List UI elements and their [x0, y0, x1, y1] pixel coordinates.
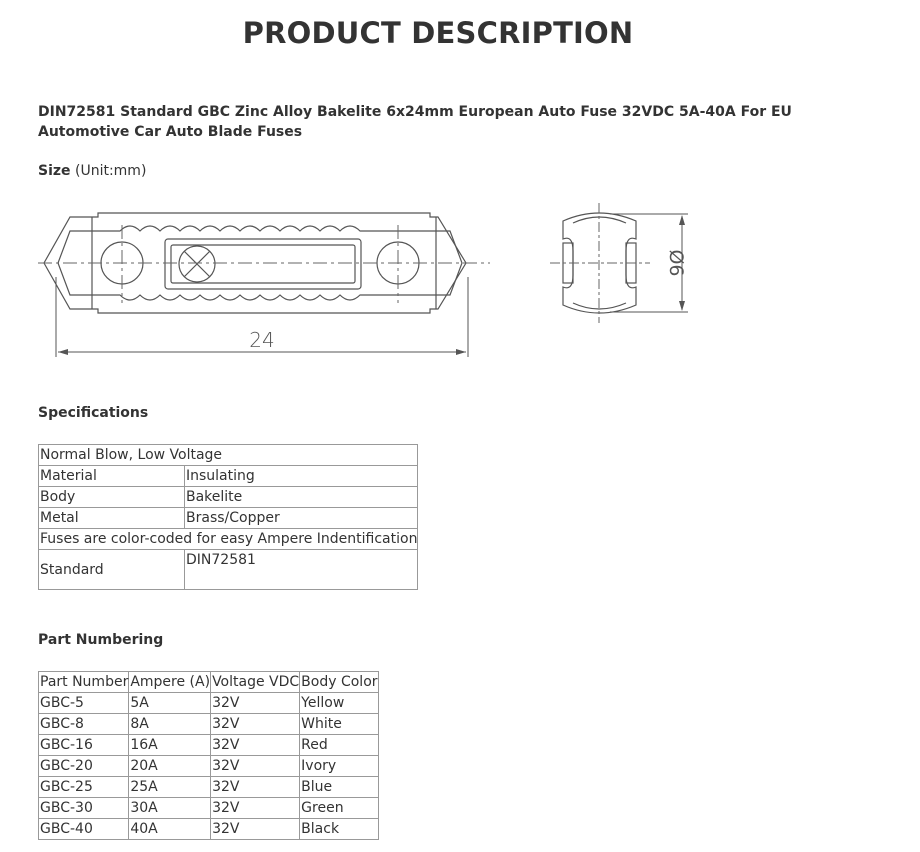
table-row — [39, 466, 418, 487]
size-unit: (Unit:mm) — [74, 163, 147, 179]
table-cell: Black — [300, 819, 378, 840]
spec-cell: Fuses are color-coded for easy Ampere Indentification — [39, 529, 418, 550]
spec-value: DIN72581 — [185, 550, 418, 590]
table-row — [39, 693, 379, 714]
column-header: Ampere (A) — [129, 672, 211, 693]
table-cell: 32V — [211, 693, 300, 714]
table-row — [39, 777, 379, 798]
table-cell: 16A — [129, 735, 211, 756]
table-row — [39, 714, 379, 735]
size-label — [38, 163, 146, 179]
column-header: Voltage VDC — [211, 672, 300, 693]
table-cell: 8A — [129, 714, 211, 735]
table-row — [39, 550, 418, 590]
table-cell: 25A — [129, 777, 211, 798]
length-dimension-label: 24 — [249, 328, 275, 352]
fuse-dimension-drawing — [30, 195, 710, 365]
spec-key: Material — [39, 466, 185, 487]
spec-key: Metal — [39, 508, 185, 529]
table-cell: Yellow — [300, 693, 378, 714]
table-cell: Blue — [300, 777, 378, 798]
table-cell: 20A — [129, 756, 211, 777]
table-cell: 32V — [211, 777, 300, 798]
table-cell: GBC-25 — [39, 777, 129, 798]
specifications-heading: Specifications — [38, 405, 149, 421]
table-cell: GBC-5 — [39, 693, 129, 714]
table-cell: 32V — [211, 756, 300, 777]
product-name: DIN72581 Standard GBC Zinc Alloy Bakelite 6x24mm European Auto Fuse 32VDC 5A-40A For EU Automotive Car Auto Blade Fuses — [38, 104, 792, 140]
spec-value: Insulating — [185, 466, 418, 487]
table-cell: GBC-8 — [39, 714, 129, 735]
table-row — [39, 819, 379, 840]
table-cell: GBC-30 — [39, 798, 129, 819]
table-header-row — [39, 672, 379, 693]
table-cell: GBC-20 — [39, 756, 129, 777]
table-cell: 30A — [129, 798, 211, 819]
table-row — [39, 487, 418, 508]
table-row — [39, 508, 418, 529]
specifications-table — [38, 444, 418, 590]
table-cell: 32V — [211, 735, 300, 756]
column-header: Part Number — [39, 672, 129, 693]
part-numbering-table — [38, 671, 379, 840]
table-cell: 32V — [211, 714, 300, 735]
table-cell: 32V — [211, 819, 300, 840]
diameter-dimension-label: Ø6 — [665, 249, 687, 277]
table-row — [39, 735, 379, 756]
fuse-bottom-ridge — [98, 295, 430, 300]
table-cell: Ivory — [300, 756, 378, 777]
spec-key: Body — [39, 487, 185, 508]
column-header: Body Color — [300, 672, 378, 693]
page-title: PRODUCT DESCRIPTION — [242, 16, 634, 50]
spec-value: Brass/Copper — [185, 508, 418, 529]
table-cell: Red — [300, 735, 378, 756]
table-cell: GBC-16 — [39, 735, 129, 756]
table-row — [39, 798, 379, 819]
table-row — [39, 756, 379, 777]
table-row — [39, 529, 418, 550]
spec-cell: Normal Blow, Low Voltage — [39, 445, 418, 466]
table-cell: 40A — [129, 819, 211, 840]
table-row — [39, 445, 418, 466]
table-cell: 5A — [129, 693, 211, 714]
table-cell: 32V — [211, 798, 300, 819]
size-label-text: Size — [38, 163, 71, 179]
fuse-top-ridge — [98, 226, 430, 231]
table-cell: Green — [300, 798, 378, 819]
spec-key: Standard — [39, 550, 185, 590]
table-cell: White — [300, 714, 378, 735]
part-numbering-heading: Part Numbering — [38, 632, 164, 648]
table-cell: GBC-40 — [39, 819, 129, 840]
spec-value: Bakelite — [185, 487, 418, 508]
